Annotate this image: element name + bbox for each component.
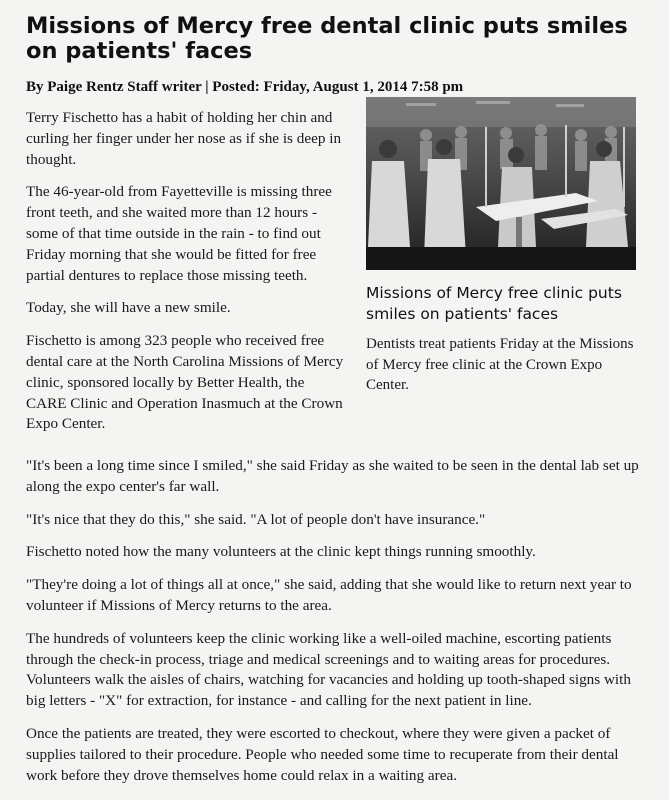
article-paragraph: Terry Fischetto has a habit of holding her chin and curling her finger under her nose as if she is deep in thought.	[26, 109, 342, 168]
article-paragraph: Once the patients are treated, they were escorted to checkout, where they were given a packet of supplies tailored to their procedure. People who needed some time to recuperate from their dental work before they drove themselves home could relax in a waiting area.	[26, 724, 619, 784]
article-paragraph: Today, she will have a new smile.	[26, 299, 231, 317]
article-paragraph: "It's nice that they do this," she said. "A lot of people don't have insurance."	[26, 510, 486, 528]
article-paragraph: The 46-year-old from Fayetteville is missing three front teeth, and she waited more than 12 hours - some of that time outside in the rain - to find out Friday morning that she would be fitted for free partial dentures to replace those missing teeth.	[26, 183, 332, 284]
article-headline: Missions of Mercy free dental clinic puts smiles on patients' faces	[26, 13, 628, 64]
left-column	[26, 108, 346, 447]
clinic-photo-image	[366, 97, 636, 270]
full-width-body	[26, 456, 646, 798]
article-paragraph: Fischetto is among 323 people who received free dental care at the North Carolina Missions of Mercy clinic, sponsored locally by Better Health, the CARE Clinic and Operation Inasmuch at the Crown Expo Center.	[26, 332, 344, 433]
article-paragraph: "It's been a long time since I smiled," she said Friday as she waited to be seen in the dental lab set up along the expo center's far wall.	[26, 457, 639, 495]
clinic-photo	[366, 97, 636, 270]
article-paragraph: The hundreds of volunteers keep the clinic working like a well-oiled machine, escorting patients through the check-in process, triage and medical screenings and to waiting areas for procedures. Volunteers walk the aisles of chairs, watching for vacancies and holding up tooth-shaped signs with big letters - "X" for extraction, for instance - and calling for the next patient in line.	[26, 629, 631, 710]
article-paragraph: "They're doing a lot of things all at once," she said, adding that she would like to return next year to volunteer if Missions of Mercy returns to the area.	[26, 576, 632, 614]
article-byline: By Paige Rentz Staff writer | Posted: Friday, August 1, 2014 7:58 pm	[26, 79, 464, 95]
photo-caption-text: Dentists treat patients Friday at the Missions of Mercy free clinic at the Crown Expo Center.	[366, 336, 634, 393]
photo-caption-title: Missions of Mercy free clinic puts smiles on patients' faces	[366, 284, 622, 323]
article-paragraph: Fischetto noted how the many volunteers at the clinic kept things running smoothly.	[26, 543, 536, 561]
